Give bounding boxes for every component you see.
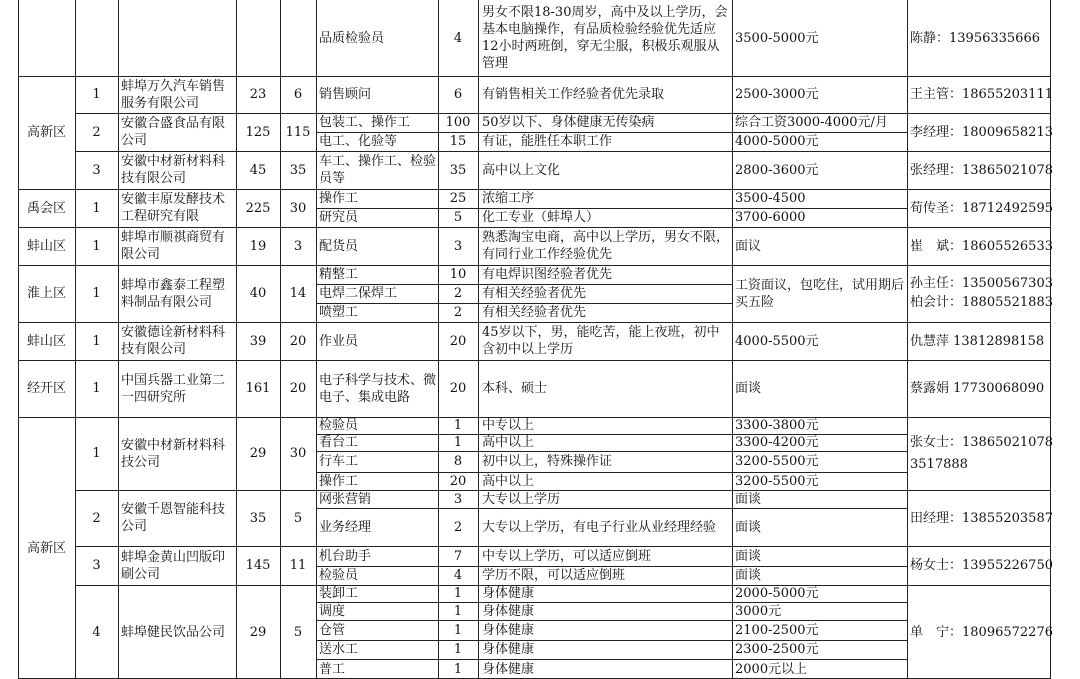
position-count: 15	[449, 134, 467, 149]
table-row-rule	[18, 360, 1050, 361]
position-count: 1	[453, 435, 463, 450]
position-salary: 2500-3000元	[735, 87, 819, 102]
position-title: 仓管	[319, 622, 346, 638]
position-requirement: 身体健康	[482, 603, 535, 619]
position-count: 1	[453, 418, 463, 433]
company-index: 2	[92, 510, 101, 526]
district-label: 禹会区	[26, 200, 66, 216]
company-index: 1	[92, 87, 101, 102]
position-salary: 面谈	[735, 381, 762, 396]
position-salary: 4000-5000元	[735, 134, 819, 149]
position-count: 4	[453, 30, 463, 46]
position-count: 1	[453, 586, 463, 601]
position-title: 装卸工	[319, 586, 359, 601]
position-title: 作业员	[319, 333, 359, 349]
contact-secondary: 柏会计：18805521883	[910, 294, 1053, 310]
position-count: 35	[449, 162, 467, 178]
position-requirement: 高中以上	[482, 473, 535, 489]
position-requirement: 身体健康	[482, 642, 535, 657]
district-label: 蚌山区	[26, 238, 66, 254]
contact: 张经理：13865021078	[910, 162, 1053, 178]
district-label: 高新区	[26, 540, 66, 556]
district-label: 高新区	[26, 125, 66, 140]
position-count: 1	[453, 661, 463, 677]
position-salary: 3500-4500	[735, 191, 806, 206]
total-staff: 161	[245, 381, 271, 396]
position-requirement: 身体健康	[482, 661, 535, 677]
position-title: 操作工	[319, 191, 359, 206]
position-salary: 3000元	[735, 603, 782, 619]
position-salary: 2800-3600元	[735, 162, 819, 178]
position-count: 3	[453, 238, 463, 254]
position-title: 送水工	[319, 642, 359, 657]
position-title: 机台助手	[319, 548, 372, 564]
contact: 孙主任：13500567303	[910, 276, 1053, 292]
total-staff: 125	[245, 124, 271, 140]
position-title: 车工、操作工、检验员等	[319, 154, 437, 186]
company-name: 安徽丰原发酵技术工程研究有限	[121, 192, 226, 224]
table-column-rule	[118, 0, 119, 679]
position-title: 检验员	[319, 568, 359, 583]
position-requirement: 45岁以下，男，能吃苦，能上夜班，初中含初中以上学历	[482, 325, 720, 357]
company-name: 安徽中材新材料科技公司	[121, 437, 226, 470]
position-salary: 2000-5000元	[735, 586, 819, 601]
position-requirement: 高中以上文化	[482, 162, 561, 178]
position-title: 品质检验员	[319, 30, 385, 46]
contact: 仇慧萍 13812898158	[910, 333, 1045, 349]
position-title: 检验员	[319, 418, 359, 433]
position-title: 操作工	[319, 473, 359, 489]
position-salary: 3300-3800元	[735, 418, 819, 433]
company-index: 2	[92, 124, 101, 140]
company-name: 蚌埠金黄山凹版印刷公司	[121, 549, 226, 582]
contact-secondary: 3517888	[910, 456, 968, 472]
position-count: 3	[453, 491, 463, 507]
district-label: 经开区	[26, 381, 66, 396]
position-count: 20	[449, 473, 467, 489]
table-row-rule	[18, 322, 1050, 323]
position-salary: 3500-5000元	[735, 30, 819, 46]
position-title: 喷塑工	[319, 305, 359, 320]
contact: 陈静：13956335666	[910, 30, 1040, 46]
position-requirement: 浓缩工序	[482, 191, 535, 206]
position-count: 2	[453, 286, 463, 301]
hire-count: 30	[289, 446, 307, 461]
hire-count: 11	[289, 558, 307, 573]
total-staff: 45	[249, 162, 267, 178]
table-row-rule	[18, 227, 1050, 228]
contact: 李经理：18009658213	[910, 124, 1053, 140]
position-requirement: 化工专业（蚌埠人）	[482, 210, 600, 225]
position-count: 8	[453, 454, 463, 469]
position-requirement: 有电焊识图经验者优先	[482, 267, 613, 282]
position-count: 7	[453, 548, 463, 564]
position-salary: 面谈	[735, 491, 762, 507]
position-requirement: 有证，能胜任本职工作	[482, 134, 613, 149]
position-salary: 面谈	[735, 548, 762, 564]
contact: 张女士：13865021078	[910, 434, 1053, 450]
position-salary: 2000元以上	[735, 661, 808, 677]
position-requirement: 熟悉淘宝电商，高中以上学历，男女不限，有同行业工作经验优先	[482, 230, 730, 262]
position-requirement: 中专以上	[482, 418, 535, 433]
total-staff: 29	[249, 446, 267, 461]
position-requirement: 学历不限，可以适应倒班	[482, 568, 626, 583]
total-staff: 225	[245, 200, 271, 216]
position-requirement: 大专以上学历，有电子行业从业经理经验	[482, 519, 717, 535]
position-requirement: 有销售相关工作经验者优先录取	[482, 87, 665, 102]
total-staff: 35	[249, 510, 267, 526]
hire-count: 30	[289, 200, 307, 216]
position-salary: 3300-4200元	[735, 435, 819, 450]
company-index: 1	[92, 200, 101, 216]
company-name: 蚌埠市顺祺商贸有限公司	[121, 230, 226, 262]
position-requirement: 50岁以下、身体健康无传染病	[482, 115, 655, 130]
hire-count: 14	[289, 286, 307, 301]
position-requirement: 初中以上，特殊操作证	[482, 454, 613, 469]
position-title: 业务经理	[319, 519, 372, 535]
hire-count: 5	[293, 624, 303, 640]
contact: 单 宁：18096572276	[910, 624, 1053, 640]
position-title: 网张营销	[319, 491, 372, 507]
position-salary: 4000-5500元	[735, 333, 819, 349]
table-row-rule	[316, 508, 907, 509]
total-staff: 40	[249, 286, 267, 301]
table-column-rule	[478, 0, 479, 679]
table-column-rule	[316, 0, 317, 679]
company-index: 3	[92, 558, 101, 573]
position-count: 2	[453, 305, 463, 320]
position-salary: 3200-5500元	[735, 454, 819, 469]
table-row-rule	[316, 451, 907, 452]
contact: 荀传圣：18712492595	[910, 200, 1053, 216]
salary-merged: 工资面议，包吃住，试用期后买五险	[735, 277, 905, 310]
company-name: 蚌埠市鑫泰工程塑料制品有限公司	[121, 277, 226, 310]
hire-count: 115	[285, 124, 311, 140]
position-requirement: 男女不限18-30周岁，高中及以上学历，会基本电脑操作，有品质检验经验优先适应12小时两班倒，穿无尘服，积极乐观服从管理	[482, 5, 728, 71]
contact: 王主管：18655203111	[910, 87, 1053, 102]
position-title: 看台工	[319, 435, 359, 450]
position-salary: 面议	[735, 238, 762, 254]
hire-count: 20	[289, 381, 307, 396]
position-salary: 2300-2500元	[735, 642, 819, 657]
district-label: 蚌山区	[26, 333, 66, 349]
company-name: 中国兵器工业第二一四研究所	[121, 372, 226, 405]
company-index: 3	[92, 162, 101, 178]
position-count: 2	[453, 519, 463, 535]
hire-count: 3	[293, 238, 303, 254]
position-title: 配货员	[319, 238, 359, 254]
position-title: 销售顾问	[319, 87, 372, 102]
position-count: 20	[449, 333, 467, 349]
contact: 崔 斌：18605526533	[910, 238, 1053, 254]
contact: 杨女士：13955226750	[910, 558, 1053, 573]
district-label: 淮上区	[26, 286, 66, 301]
position-requirement: 有相关经验者优先	[482, 305, 587, 320]
company-index: 1	[92, 446, 101, 461]
position-title: 电焊二保焊工	[319, 286, 398, 301]
position-requirement: 身体健康	[482, 622, 535, 638]
position-count: 100	[445, 115, 471, 130]
position-requirement: 中专以上学历，可以适应倒班	[482, 548, 652, 564]
company-name: 安徽千恩智能科技公司	[121, 502, 226, 534]
position-title: 研究员	[319, 210, 359, 225]
position-count: 6	[453, 87, 463, 102]
company-name: 蚌埠万久汽车销售服务有限公司	[121, 78, 226, 111]
position-salary: 面谈	[735, 519, 762, 535]
position-requirement: 高中以上	[482, 435, 535, 450]
company-name: 安徽中材新材料科技有限公司	[121, 154, 226, 186]
position-salary: 2100-2500元	[735, 622, 819, 638]
position-salary: 3200-5500元	[735, 473, 819, 489]
hire-count: 6	[293, 87, 303, 102]
hire-count: 35	[289, 162, 307, 178]
contact: 蔡露娟 17730068090	[910, 381, 1045, 396]
company-index: 1	[92, 238, 101, 254]
position-title: 普工	[319, 661, 346, 677]
position-title: 调度	[319, 603, 346, 619]
company-name: 安徽德诠新材料科技有限公司	[121, 325, 226, 357]
position-title: 精整工	[319, 267, 359, 282]
position-requirement: 本科、硕士	[482, 381, 548, 396]
table-row-rule	[75, 151, 1050, 152]
position-requirement: 有相关经验者优先	[482, 286, 587, 301]
company-index: 1	[92, 381, 101, 396]
total-staff: 39	[249, 333, 267, 349]
table-column-rule	[732, 0, 733, 679]
position-count: 5	[453, 210, 463, 225]
position-title: 行车工	[319, 454, 359, 469]
total-staff: 145	[245, 558, 271, 573]
position-count: 20	[449, 381, 467, 396]
total-staff: 29	[249, 624, 267, 640]
position-salary: 综合工资3000-4000元/月	[735, 115, 888, 130]
position-title: 电子科学与技术、微电子、集成电路	[319, 372, 437, 405]
total-staff: 23	[249, 87, 267, 102]
company-index: 1	[92, 286, 101, 301]
hire-count: 20	[289, 333, 307, 349]
position-count: 1	[453, 603, 463, 619]
position-requirement: 身体健康	[482, 586, 535, 601]
table-column-rule	[907, 0, 908, 679]
position-salary: 面谈	[735, 568, 762, 583]
position-title: 电工、化验等	[319, 134, 398, 149]
position-count: 1	[453, 622, 463, 638]
hire-count: 5	[293, 510, 303, 526]
company-index: 1	[92, 333, 101, 349]
contact: 田经理：13855203587	[910, 510, 1053, 526]
company-index: 4	[92, 624, 101, 640]
company-name: 安徽合盛食品有限公司	[121, 116, 226, 148]
position-count: 10	[449, 267, 467, 282]
position-count: 1	[453, 642, 463, 657]
position-count: 4	[453, 568, 463, 583]
position-title: 包装工、操作工	[319, 115, 411, 130]
position-salary: 3700-6000	[735, 210, 806, 225]
total-staff: 19	[249, 238, 267, 254]
position-count: 25	[449, 191, 467, 206]
company-name: 蚌埠健民饮品公司	[121, 624, 226, 640]
position-requirement: 大专以上学历	[482, 491, 561, 507]
